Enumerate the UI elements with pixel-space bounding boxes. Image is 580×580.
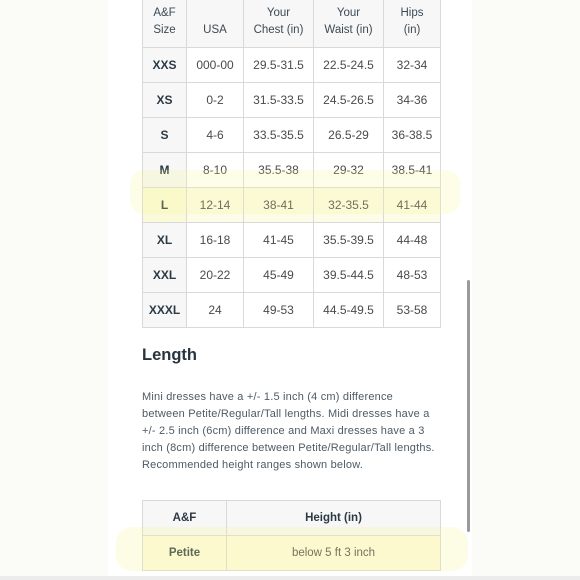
header-height: Height (in): [227, 501, 441, 536]
size-cell: S: [143, 118, 187, 153]
waist-cell: 39.5-44.5: [314, 258, 384, 293]
chest-cell: 41-45: [244, 223, 314, 258]
size-cell: XXXL: [143, 293, 187, 328]
waist-cell: 32-35.5: [314, 188, 384, 223]
waist-cell: 24.5-26.5: [314, 83, 384, 118]
scrollbar-thumb[interactable]: [467, 280, 470, 532]
hips-cell: 36-38.5: [384, 118, 441, 153]
size-chart-table: [142, 0, 441, 328]
waist-cell: 44.5-49.5: [314, 293, 384, 328]
size-cell: M: [143, 153, 187, 188]
height-table-header-row: [143, 501, 441, 536]
table-row: [143, 223, 441, 258]
header-af-size: A&F Size: [143, 0, 187, 48]
table-row: [143, 153, 441, 188]
background-right: [472, 0, 580, 580]
table-row: [143, 83, 441, 118]
table-row: [143, 118, 441, 153]
bottom-edge: [0, 576, 580, 580]
hips-cell: 38.5-41: [384, 153, 441, 188]
chest-cell: 45-49: [244, 258, 314, 293]
table-row-highlighted: [143, 188, 441, 223]
hips-cell: 32-34: [384, 48, 441, 83]
table-row: [143, 258, 441, 293]
height-label-cell: Petite: [143, 536, 227, 571]
header-usa: USA: [187, 0, 244, 48]
header-chest: Your Chest (in): [244, 0, 314, 48]
table-row-highlighted: [143, 536, 441, 571]
size-cell: XL: [143, 223, 187, 258]
usa-cell: 12-14: [187, 188, 244, 223]
size-cell: XS: [143, 83, 187, 118]
waist-cell: 35.5-39.5: [314, 223, 384, 258]
waist-cell: 26.5-29: [314, 118, 384, 153]
chest-cell: 49-53: [244, 293, 314, 328]
usa-cell: 0-2: [187, 83, 244, 118]
chest-cell: 33.5-35.5: [244, 118, 314, 153]
size-chart-header-row: [143, 0, 441, 48]
hips-cell: 34-36: [384, 83, 441, 118]
usa-cell: 000-00: [187, 48, 244, 83]
usa-cell: 4-6: [187, 118, 244, 153]
height-table: [142, 500, 441, 571]
waist-cell: 29-32: [314, 153, 384, 188]
header-waist: Your Waist (in): [314, 0, 384, 48]
chest-cell: 35.5-38: [244, 153, 314, 188]
header-hips: Hips (in): [384, 0, 441, 48]
chest-cell: 29.5-31.5: [244, 48, 314, 83]
waist-cell: 22.5-24.5: [314, 48, 384, 83]
usa-cell: 16-18: [187, 223, 244, 258]
length-description: Mini dresses have a +/- 1.5 inch (4 cm) difference between Petite/Regular/Tall lengths. Midi dresses have a +/- 2.5 inch (6cm) difference and Maxi dresses have a 3 inch (8cm) difference between Petite/Regular/Tall lengths. Recommended height ranges shown below.: [142, 391, 435, 471]
height-value-cell: below 5 ft 3 inch: [227, 536, 441, 571]
chest-cell: 38-41: [244, 188, 314, 223]
table-row: [143, 293, 441, 328]
table-row: [143, 48, 441, 83]
length-heading: Length: [142, 346, 197, 364]
hips-cell: 41-44: [384, 188, 441, 223]
usa-cell: 24: [187, 293, 244, 328]
size-cell: XXL: [143, 258, 187, 293]
hips-cell: 53-58: [384, 293, 441, 328]
usa-cell: 8-10: [187, 153, 244, 188]
size-cell: L: [143, 188, 187, 223]
header-af: A&F: [143, 501, 227, 536]
chest-cell: 31.5-33.5: [244, 83, 314, 118]
background-left: [0, 0, 108, 580]
usa-cell: 20-22: [187, 258, 244, 293]
size-cell: XXS: [143, 48, 187, 83]
hips-cell: 44-48: [384, 223, 441, 258]
hips-cell: 48-53: [384, 258, 441, 293]
